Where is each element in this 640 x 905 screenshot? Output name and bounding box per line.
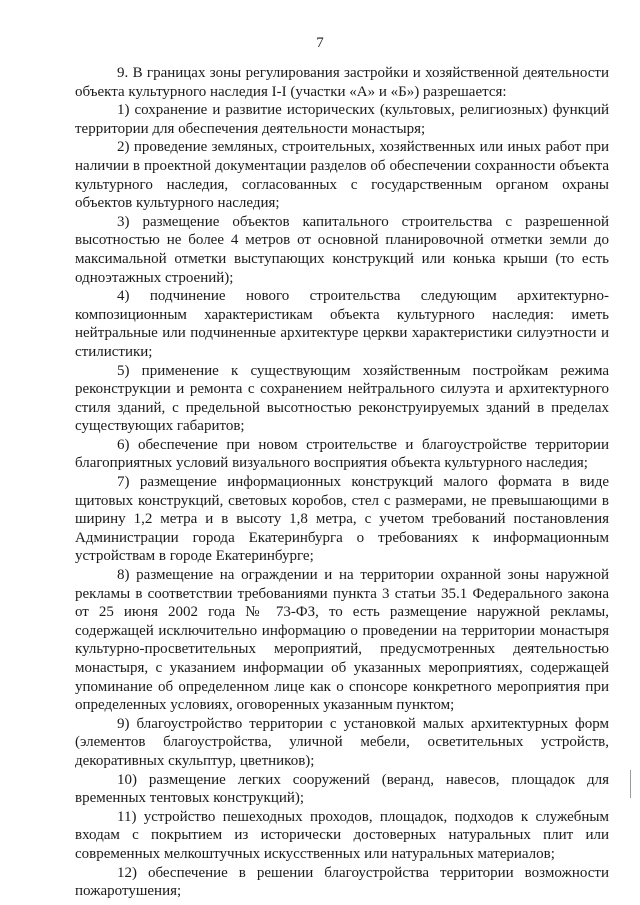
list-item: 12) обеспечение в решении благоустройства территории возможности пожаротушения;	[75, 864, 609, 900]
list-item: 7) размещение информационных конструкций малого формата в виде щитовых конструкций, световых коробов, стел с размерами, не превышающими в ширину 1,2 метра и в высоту 1,8 метра, с учетом требований постановления Администрации города Екатеринбурга о требованиях к информационным устройствам в городе Екатеринбурге;	[75, 474, 609, 565]
section-heading: 9. В границах зоны регулирования застройки и хозяйственной деятельности объекта культурного наследия I-I (участки «А» и «Б») разрешается:	[75, 65, 609, 100]
list-item: 4) подчинение нового строительства следующим архитектурно-композиционным характеристикам объекта культурного наследия: иметь нейтральные или подчиненные архитектуре церкви характеристики силуэтности и стилистики;	[75, 288, 609, 360]
list-item: 5) применение к существующим хозяйственным постройкам режима реконструкции и ремонта с сохранением нейтрального силуэта и архитектурного стиля зданий, с предельной высотностью реконструируемых зданий в пределах существующих габаритов;	[75, 362, 609, 435]
list-item: 9) благоустройство территории с установкой малых архитектурных форм (элементов благоустройства, уличной мебели, осветительных устройств, декоративных скульптур, цветников);	[75, 715, 609, 769]
list-item: 6) обеспечение при новом строительстве и благоустройстве территории благоприятных условий визуального восприятия объекта культурного наследия;	[75, 436, 609, 472]
list-item: 11) устройство пешеходных проходов, площадок, подходов к служебным входам с покрытием из исторически достоверных натуральных плит или современных мелкоштучных искусственных или натуральных материалов;	[75, 808, 609, 862]
list-item: 10) размещение легких сооружений (веранд, навесов, площадок для временных тентовых конструкций);	[75, 771, 609, 807]
list-item: 8) размещение на ограждении и на территории охранной зоны наружной рекламы в соответствии требованиями пункта 3 статьи 35.1 Федерального закона от 25 июня 2002 года № 73-ФЗ, то есть размещение наружной рекламы, содержащей исключительно информацию о проведении на территории монастыря культурно-просветительных мероприятий, предусмотренных деятельностью монастыря, с указанием информации об указанных мероприятиях, содержащей упоминание об определенном лице как о спонсоре конкретного мероприятия при определенных условиях, оговоренных указанным пунктом;	[75, 567, 609, 714]
document-body	[75, 64, 609, 901]
list-item: 1) сохранение и развитие исторических (культовых, религиозных) функций территории для обеспечения деятельности монастыря;	[75, 102, 609, 137]
list-item: 3) размещение объектов капитального строительства с разрешенной высотностью не более 4 метров от основной планировочной отметки земли до максимальной отметки выступающих конструкций или конька крыши (то есть одноэтажных строений);	[75, 213, 609, 286]
page-number: 7	[316, 35, 324, 51]
scan-margin-mark	[630, 770, 634, 798]
list-item: 2) проведение земляных, строительных, хозяйственных или иных работ при наличии в проектной документации разделов об обеспечении сохранности объекта культурного наследия, согласованных с государственным органом охраны объектов культурного наследия;	[75, 139, 609, 212]
